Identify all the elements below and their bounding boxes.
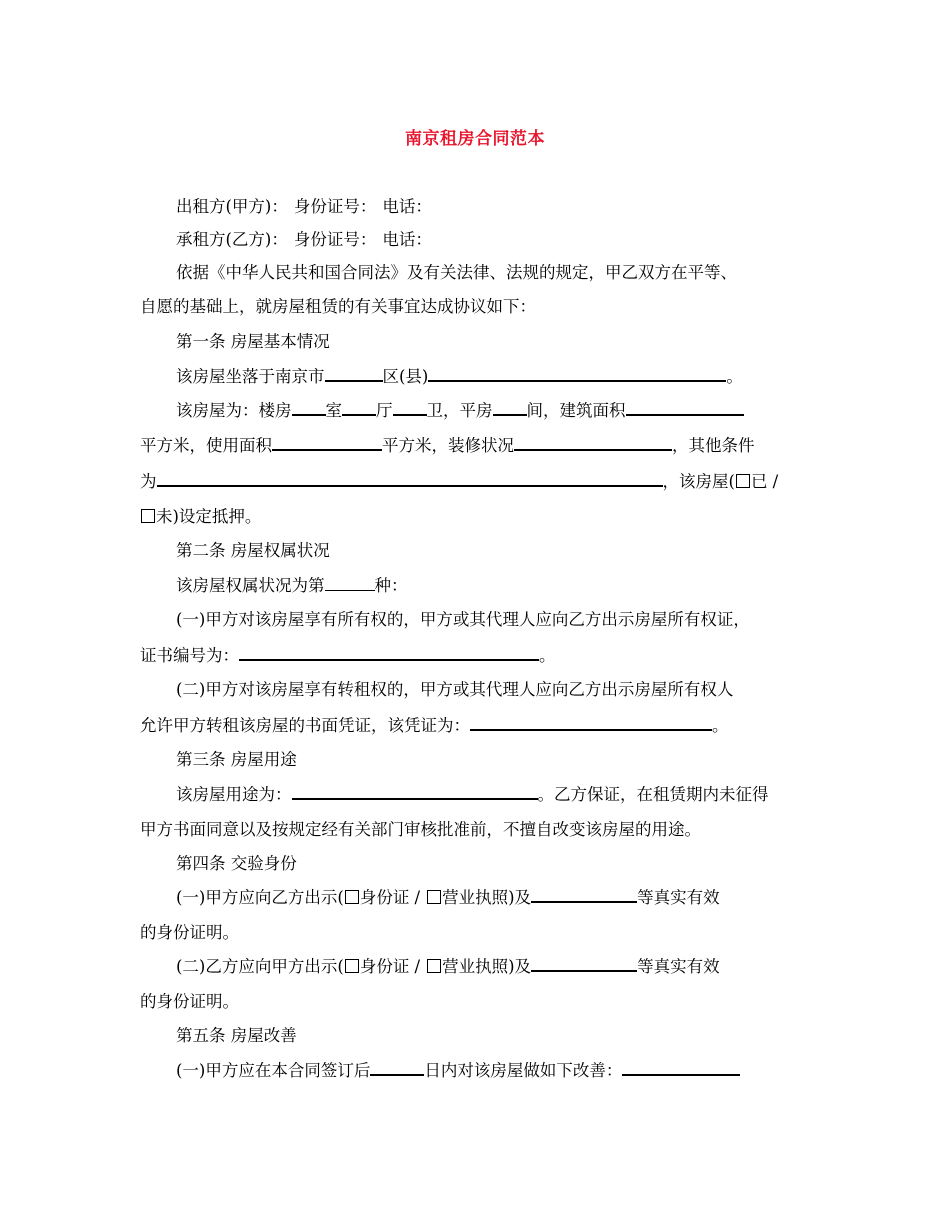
rooms-label-b: 室: [325, 401, 342, 420]
building-area-blank: [626, 401, 744, 416]
article2-item2-line2: [140, 716, 729, 736]
article2-heading: 第二条 房屋权属状况: [176, 541, 330, 560]
article4-item1-line2: 的身份证明。: [140, 923, 239, 942]
voucher-blank: [470, 716, 712, 731]
rooms-label-e: 间，建筑面积: [526, 401, 626, 420]
mortgaged-checkbox[interactable]: [736, 474, 750, 488]
bungalow-blank: [493, 401, 527, 416]
lessee-id-card-checkbox[interactable]: [345, 959, 359, 973]
district-blank: [325, 367, 383, 382]
type-label-a: 该房屋权属状况为第: [176, 576, 325, 595]
item1-label-c: 等真实有效: [637, 888, 720, 907]
lessee-phone-label: 电话：: [382, 230, 432, 249]
lessor-label: 出租方(甲方)：: [176, 197, 288, 216]
location-district-label: 区(县): [382, 367, 429, 386]
intro-line-1: 依据《中华人民共和国合同法》及有关法律、法规的规定，甲乙双方在平等、: [176, 263, 737, 282]
usable-area-blank: [272, 436, 382, 451]
lessee-label: 承租方(乙方)：: [176, 230, 288, 249]
location-city-label: 该房屋坐落于南京市: [176, 367, 325, 386]
lessor-line: [176, 197, 432, 217]
area-label-b: 平方米，装修状况: [382, 436, 514, 455]
use-blank: [292, 785, 538, 800]
article3-use-line: [176, 785, 769, 805]
item2-label-a: (二)乙方应向甲方出示(: [176, 957, 344, 976]
location-end: 。: [726, 367, 743, 386]
lessor-phone-label: 电话：: [382, 197, 432, 216]
not-mortgaged-checkbox[interactable]: [141, 509, 155, 523]
article4-item1-line: [176, 888, 720, 908]
improve-label-b: 日内对该房屋做如下改善：: [424, 1061, 623, 1080]
other-label-b: ，该房屋(: [662, 472, 735, 491]
document-title: 南京租房合同范本: [405, 129, 545, 149]
voucher-label: 允许甲方转租该房屋的书面凭证，该凭证为：: [140, 716, 470, 735]
area-label-a: 平方米，使用面积: [140, 436, 272, 455]
article4-heading: 第四条 交验身份: [176, 854, 297, 873]
rooms-label-d: 卫，平房: [426, 401, 493, 420]
article5-heading: 第五条 房屋改善: [176, 1026, 297, 1045]
rooms-blank: [292, 401, 326, 416]
improve-content-blank: [622, 1061, 740, 1076]
certificate-blank: [239, 646, 539, 661]
use-label-b: 。乙方保证，在租赁期内未征得: [537, 785, 769, 804]
article1-location-line: [176, 367, 743, 387]
article2-item1-line2: [140, 646, 556, 666]
improve-days-blank: [370, 1061, 424, 1076]
lessee-line: [176, 230, 432, 250]
article4-item2-line2: 的身份证明。: [140, 992, 239, 1011]
lessee-license-label: 营业执照)及: [442, 957, 532, 976]
item1-label-a: (一)甲方应向乙方出示(: [176, 888, 344, 907]
article5-item1-line: [176, 1061, 740, 1081]
article4-item2-line: [176, 957, 720, 977]
rooms-label-a: 该房屋为：楼房: [176, 401, 292, 420]
other-conditions-blank: [157, 472, 663, 487]
lessor-id-label: 身份证号：: [293, 197, 377, 216]
lessor-license-label: 营业执照)及: [442, 888, 532, 907]
article1-area-line: [140, 436, 755, 456]
other-label-a: 为: [140, 472, 157, 491]
not-mortgaged-label: 未)设定抵押。: [156, 507, 262, 526]
type-label-b: 种：: [374, 576, 408, 595]
lessor-doc-blank: [531, 888, 637, 903]
article2-item1-line1: (一)甲方对该房屋享有所有权的，甲方或其代理人应向乙方出示房屋所有权证，: [176, 610, 750, 629]
rooms-label-c: 厅: [376, 401, 393, 420]
lessor-license-checkbox[interactable]: [427, 890, 441, 904]
area-label-c: ，其他条件: [672, 436, 755, 455]
type-blank: [325, 576, 375, 591]
lessee-doc-blank: [531, 957, 637, 972]
certificate-end: 。: [539, 646, 556, 665]
article1-heading: 第一条 房屋基本情况: [176, 332, 330, 351]
article3-heading: 第三条 房屋用途: [176, 750, 297, 769]
lessee-license-checkbox[interactable]: [427, 959, 441, 973]
lessor-id-card-checkbox[interactable]: [345, 890, 359, 904]
lessee-id-label: 身份证号：: [293, 230, 377, 249]
article1-mortgage-line: [140, 507, 261, 527]
address-blank: [428, 367, 726, 382]
lessee-id-card-label: 身份证 /: [359, 957, 421, 976]
mortgaged-label: 已 /: [750, 472, 779, 491]
article2-item2-line1: (二)甲方对该房屋享有转租权的，甲方或其代理人应向乙方出示房屋所有权人: [176, 680, 734, 699]
article1-rooms-line: [176, 401, 744, 421]
halls-blank: [342, 401, 376, 416]
certificate-label: 证书编号为：: [140, 646, 239, 665]
article3-use-line2: 甲方书面同意以及按规定经有关部门审核批准前，不擅自改变该房屋的用途。: [140, 820, 701, 839]
baths-blank: [393, 401, 427, 416]
intro-line-2: 自愿的基础上，就房屋租赁的有关事宜达成协议如下：: [140, 297, 536, 316]
article1-other-line: [140, 472, 778, 492]
article2-type-line: [176, 576, 408, 596]
voucher-end: 。: [712, 716, 729, 735]
improve-label-a: (一)甲方应在本合同签订后: [176, 1061, 371, 1080]
use-label: 该房屋用途为：: [176, 785, 292, 804]
lessor-id-card-label: 身份证 /: [359, 888, 421, 907]
decoration-blank: [514, 436, 672, 451]
item2-label-c: 等真实有效: [637, 957, 720, 976]
